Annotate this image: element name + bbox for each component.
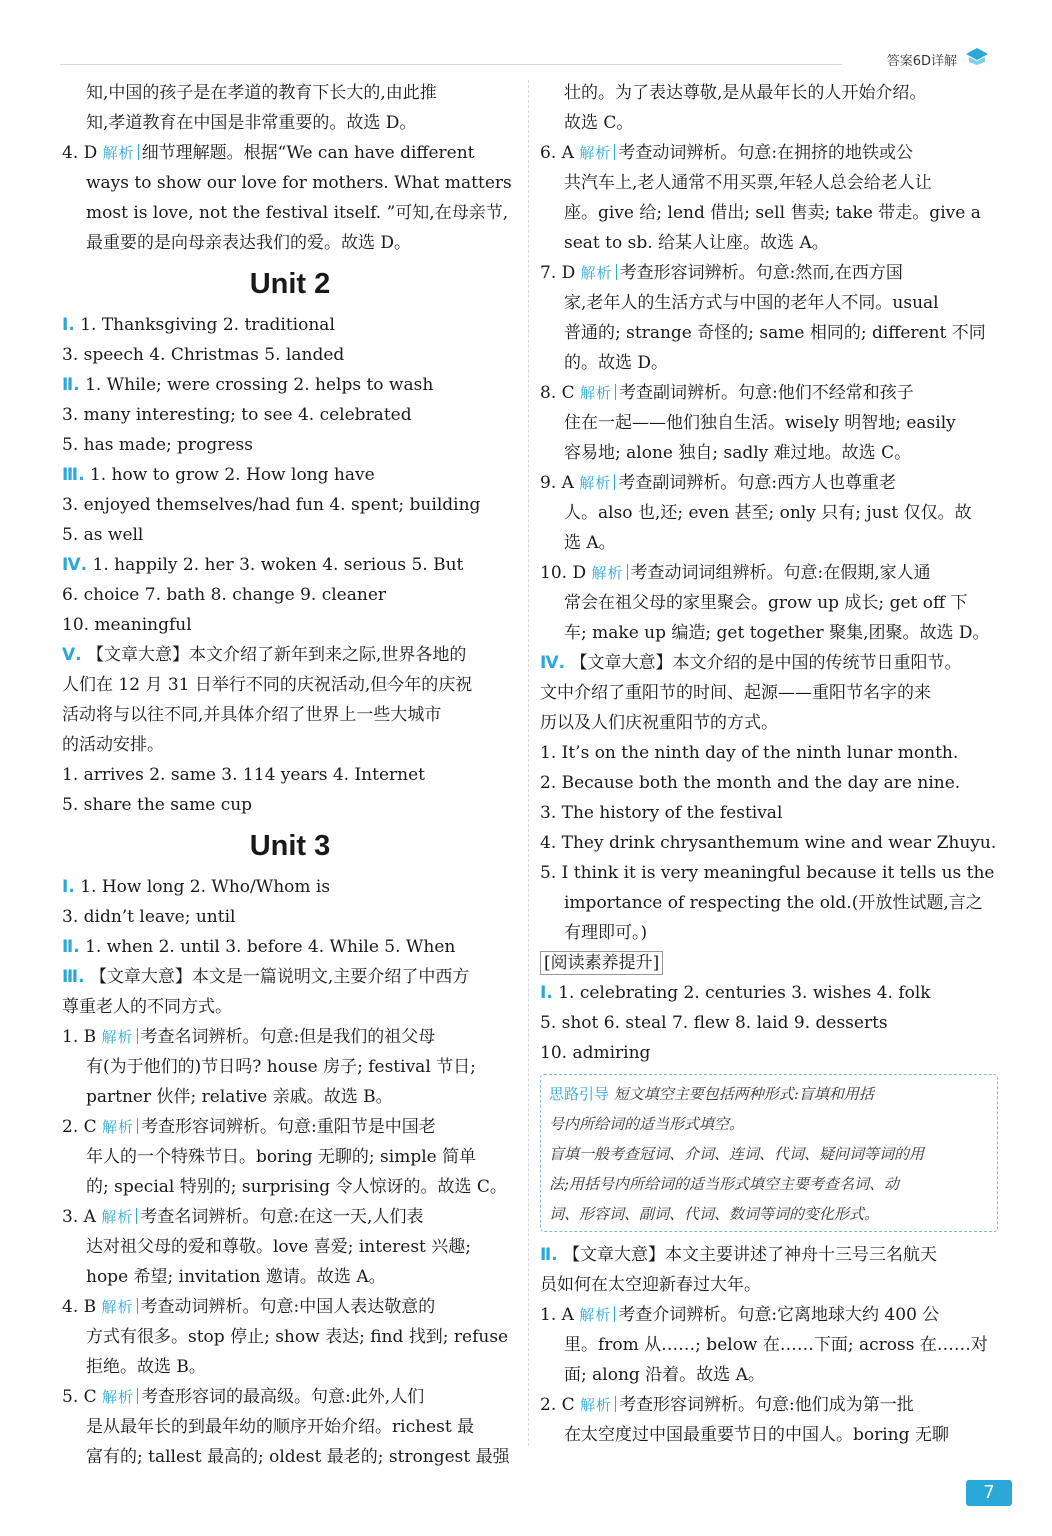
line-text: 的; special 特别的; surprising 令人惊讶的。故选 C。 — [86, 1177, 507, 1197]
answer-line — [540, 618, 998, 648]
line-text: 容易地; alone 独自; sadly 难过地。故选 C。 — [564, 443, 912, 463]
answer-line — [540, 1360, 998, 1390]
line-text: 年人的一个特殊节日。boring 无聊的; simple 简单 — [86, 1147, 477, 1167]
answer-line — [540, 288, 998, 318]
section-heading — [540, 948, 998, 978]
answer-line — [62, 78, 518, 108]
line-text: 3. many interesting; to see 4. celebrated — [62, 405, 412, 425]
line-text: 是从最年长的到最年幼的顺序开始介绍。richest 最 — [86, 1417, 475, 1437]
roman-numeral: Ⅱ. — [540, 1245, 558, 1265]
line-text: 方式有很多。stop 停止; show 表达; find 找到; refuse — [86, 1327, 509, 1347]
line-text: 1. How long 2. Who/Whom is — [80, 877, 331, 897]
line-text: 文中介绍了重阳节的时间、起源——重阳节名字的来 — [540, 683, 931, 703]
tip-label: 思路引导 — [549, 1085, 610, 1103]
line-text: 1. arrives 2. same 3. 114 years 4. Internet — [62, 765, 425, 785]
line-text: 住在一起——他们独自生活。wisely 明智地; easily — [564, 413, 956, 433]
answer-line — [62, 992, 518, 1022]
answer-line — [540, 318, 998, 348]
line-text: 1. how to grow 2. How long have — [89, 465, 375, 485]
answer-line — [540, 228, 998, 258]
analysis-tag: 解析 — [102, 1118, 141, 1136]
tip-line — [549, 1109, 989, 1139]
page-header — [60, 28, 1012, 78]
answer-line — [62, 198, 518, 228]
line-text: 5. share the same cup — [62, 795, 253, 815]
answer-line — [540, 1420, 998, 1450]
answer-number: 4. B — [62, 1297, 97, 1317]
answer-number: 5. C — [62, 1387, 97, 1407]
line-text: 普通的; strange 奇怪的; same 相同的; different 不同 — [564, 323, 986, 343]
answer-line — [540, 1390, 998, 1420]
answer-line — [540, 498, 998, 528]
line-text: 家,老年人的生活方式与中国的老年人不同。usual — [564, 293, 939, 313]
line-text: 考查动词词组辨析。句意:在假期,家人通 — [630, 563, 931, 583]
answer-line — [62, 640, 518, 670]
answer-line — [62, 760, 518, 790]
roman-numeral: Ⅲ. — [62, 967, 85, 987]
answer-line — [62, 1352, 518, 1382]
answer-line — [62, 138, 518, 168]
line-text: ways to show our love for mothers. What matters — [86, 173, 512, 193]
answer-line — [62, 1442, 518, 1472]
answer-line — [540, 438, 998, 468]
right-column — [540, 78, 998, 1450]
answer-line — [62, 310, 518, 340]
answer-line — [62, 902, 518, 932]
unit-heading: Unit 2 — [249, 268, 331, 300]
line-text: 【文章大意】本文主要讲述了神舟十三号三名航天 — [563, 1245, 938, 1265]
line-text: 5. has made; progress — [62, 435, 253, 455]
answer-line — [540, 408, 998, 438]
line-text: 5. as well — [62, 525, 144, 545]
line-text: 1. Thanksgiving 2. traditional — [80, 315, 335, 335]
answer-line — [62, 580, 518, 610]
answer-line — [540, 1330, 998, 1360]
line-text: 人。also 也,还; even 甚至; only 只有; just 仅仅。故 — [564, 503, 972, 523]
answer-line — [540, 258, 998, 288]
roman-numeral: Ⅰ. — [62, 315, 75, 335]
tip-text: 短文填空主要包括两种形式:盲填和用括 — [613, 1085, 874, 1103]
answer-line — [540, 588, 998, 618]
line-text: 里。from 从……; below 在……下面; across 在……对 — [564, 1335, 988, 1355]
line-text: partner 伙伴; relative 亲戚。故选 B。 — [86, 1087, 393, 1107]
line-text: 【文章大意】本文介绍了新年到来之际,世界各地的 — [87, 645, 467, 665]
answer-line — [62, 1172, 518, 1202]
tip-text: 词、形容词、副词、代词、数词等词的变化形式。 — [549, 1205, 880, 1223]
roman-numeral: Ⅰ. — [540, 983, 553, 1003]
answer-line — [62, 340, 518, 370]
line-text: 考查形容词辨析。句意:重阳节是中国老 — [141, 1117, 436, 1137]
line-text: 考查名词辨析。句意:在这一天,人们表 — [140, 1207, 424, 1227]
analysis-tag: 解析 — [103, 144, 142, 162]
analysis-tag: 解析 — [580, 384, 619, 402]
answer-line — [62, 430, 518, 460]
answer-line — [540, 768, 998, 798]
answer-line — [62, 1412, 518, 1442]
answer-line — [62, 550, 518, 580]
line-text: 富有的; tallest 最高的; oldest 最老的; strongest 最强 — [86, 1447, 510, 1467]
answer-line — [540, 378, 998, 408]
answer-line — [62, 1322, 518, 1352]
answer-line — [62, 1052, 518, 1082]
answer-line — [540, 858, 998, 888]
tip-line — [549, 1139, 989, 1169]
header-title: 答案6D详解 — [886, 54, 957, 69]
line-text: 历以及人们庆祝重阳节的方式。 — [540, 713, 778, 733]
line-text: 6. choice 7. bath 8. change 9. cleaner — [62, 585, 387, 605]
roman-numeral: Ⅲ. — [62, 465, 85, 485]
analysis-tag: 解析 — [101, 1208, 140, 1226]
line-text: 的。故选 D。 — [564, 353, 669, 373]
answer-line — [62, 670, 518, 700]
roman-numeral: Ⅱ. — [62, 375, 80, 395]
line-text: 有(为于他们的)节日吗? house 房子; festival 节日; — [86, 1057, 476, 1077]
line-text: 考查形容词的最高级。句意:此外,人们 — [141, 1387, 425, 1407]
line-text: 10. meaningful — [62, 615, 192, 635]
answer-line — [540, 1240, 998, 1270]
answer-line — [540, 198, 998, 228]
answer-line — [62, 1292, 518, 1322]
answer-line — [540, 1038, 998, 1068]
line-text: 4. They drink chrysanthemum wine and wear Zhuyu. — [540, 833, 997, 853]
line-text: 3. didn’t leave; until — [62, 907, 236, 927]
answer-line — [540, 348, 998, 378]
answer-line — [540, 528, 998, 558]
line-text: 员如何在太空迎新春过大年。 — [540, 1275, 761, 1295]
line-text: 考查副词辨析。句意:西方人也尊重老 — [618, 473, 897, 493]
answer-number: 1. B — [62, 1027, 97, 1047]
line-text: most is love, not the festival itself. ”可知,在母亲节, — [86, 203, 509, 223]
line-text: 【文章大意】本文介绍的是中国的传统节日重阳节。 — [570, 653, 962, 673]
analysis-tag: 解析 — [102, 1028, 141, 1046]
line-text: 壮的。为了表达尊敬,是从最年长的人开始介绍。 — [564, 83, 927, 103]
answer-line — [540, 78, 998, 108]
answer-line — [62, 1382, 518, 1412]
line-text: 选 A。 — [564, 533, 616, 553]
answer-number: 10. D — [540, 563, 587, 583]
answer-line — [540, 468, 998, 498]
tip-text: 法;用括号内所给词的适当形式填空主要考查名词、动 — [549, 1175, 900, 1193]
line-text: 座。give 给; lend 借出; sell 售卖; take 带走。give a — [564, 203, 981, 223]
line-text: seat to sb. 给某人让座。故选 A。 — [564, 233, 829, 253]
answer-line — [540, 108, 998, 138]
line-text: 2. Because both the month and the day are nine. — [540, 773, 961, 793]
line-text: 人们在 12 月 31 日举行不同的庆祝活动,但今年的庆祝 — [62, 675, 473, 695]
answer-line — [540, 138, 998, 168]
line-text: 3. The history of the festival — [540, 803, 783, 823]
answer-line — [540, 1300, 998, 1330]
answer-line — [62, 962, 518, 992]
line-text: 考查动词辨析。句意:在拥挤的地铁或公 — [618, 143, 914, 163]
analysis-tag: 解析 — [580, 1396, 619, 1414]
answer-line — [540, 168, 998, 198]
answer-line — [62, 790, 518, 820]
answer-line — [62, 700, 518, 730]
roman-numeral: Ⅰ. — [62, 877, 75, 897]
tip-text: 盲填一般考查冠词、介词、连词、代词、疑问词等词的用 — [549, 1145, 925, 1163]
answer-line — [62, 168, 518, 198]
answer-line — [62, 610, 518, 640]
tip-line — [549, 1079, 989, 1109]
line-text: 最重要的是向母亲表达我们的爱。故选 D。 — [86, 233, 412, 253]
line-text: 考查形容词辨析。句意:他们成为第一批 — [619, 1395, 914, 1415]
line-text: 在太空度过中国最重要节日的中国人。boring 无聊 — [564, 1425, 949, 1445]
answer-line — [540, 648, 998, 678]
line-text: 车; make up 编造; get together 聚集,团聚。故选 D。 — [564, 623, 990, 643]
answer-line — [540, 678, 998, 708]
line-text: 1. happily 2. her 3. woken 4. serious 5. But — [92, 555, 464, 575]
answer-line — [62, 932, 518, 962]
analysis-tag: 解析 — [581, 264, 620, 282]
answer-number: 8. C — [540, 383, 575, 403]
answer-line — [62, 370, 518, 400]
analysis-tag: 解析 — [579, 474, 618, 492]
line-text: 有理即可。) — [564, 923, 648, 943]
line-text: 考查副词辨析。句意:他们不经常和孩子 — [619, 383, 914, 403]
line-text: 共汽车上,老人通常不用买票,年轻人总会给老人让 — [564, 173, 932, 193]
answer-line — [62, 1262, 518, 1292]
answer-line — [540, 828, 998, 858]
roman-numeral: Ⅳ. — [62, 555, 88, 575]
line-text: 【文章大意】本文是一篇说明文,主要介绍了中西方 — [89, 967, 470, 987]
line-text: 考查介词辨析。句意:它离地球大约 400 公 — [618, 1305, 940, 1325]
tip-line — [549, 1199, 989, 1229]
line-text: 达对祖父母的爱和尊敬。love 喜爱; interest 兴趣; — [86, 1237, 472, 1257]
answer-number: 6. A — [540, 143, 574, 163]
line-text: 故选 C。 — [564, 113, 634, 133]
line-text: importance of respecting the old.(开放性试题,言之 — [564, 893, 983, 913]
analysis-tag: 解析 — [591, 564, 630, 582]
answer-line — [62, 730, 518, 760]
answer-number: 1. A — [540, 1305, 574, 1325]
line-text: 拒绝。故选 B。 — [86, 1357, 206, 1377]
answer-line — [62, 228, 518, 258]
answer-number: 4. D — [62, 143, 98, 163]
section-label: [阅读素养提升] — [540, 951, 663, 975]
analysis-tag: 解析 — [102, 1298, 141, 1316]
line-text: 1. when 2. until 3. before 4. While 5. When — [85, 937, 456, 957]
book-logo-icon — [964, 46, 990, 66]
answer-line — [62, 1022, 518, 1052]
line-text: 面; along 沿着。故选 A。 — [564, 1365, 765, 1385]
answer-line — [62, 1232, 518, 1262]
answer-number: 2. C — [540, 1395, 575, 1415]
page-number: 7 — [966, 1480, 1012, 1506]
answer-line — [540, 558, 998, 588]
line-text: 考查名词辨析。句意:但是我们的祖父母 — [140, 1027, 436, 1047]
answer-number: 7. D — [540, 263, 576, 283]
line-text: hope 希望; invitation 邀请。故选 A。 — [86, 1267, 386, 1287]
answer-line — [62, 400, 518, 430]
line-text: 3. enjoyed themselves/had fun 4. spent; building — [62, 495, 481, 515]
line-text: 10. admiring — [540, 1043, 651, 1063]
line-text: 尊重老人的不同方式。 — [62, 997, 232, 1017]
line-text: 1. celebrating 2. centuries 3. wishes 4. folk — [558, 983, 931, 1003]
line-text: 考查形容词辨析。句意:然而,在西方国 — [619, 263, 903, 283]
line-text: 知,中国的孩子是在孝道的教育下长大的,由此推 — [86, 83, 437, 103]
answer-line — [62, 520, 518, 550]
header-rule — [60, 64, 842, 65]
unit-heading: Unit 3 — [249, 830, 331, 862]
answer-line — [540, 708, 998, 738]
analysis-tag: 解析 — [579, 1306, 618, 1324]
line-text: 知,孝道教育在中国是非常重要的。故选 D。 — [86, 113, 417, 133]
line-text: 5. I think it is very meaningful because it tells us the — [540, 863, 995, 883]
tip-text: 号内所给词的适当形式填空。 — [549, 1115, 745, 1133]
line-text: 1. It’s on the ninth day of the ninth lunar month. — [540, 743, 959, 763]
line-text: 活动将与以往不同,并具体介绍了世界上一些大城市 — [62, 705, 442, 725]
answer-line — [540, 1270, 998, 1300]
column-divider — [528, 80, 529, 1446]
answer-line — [62, 108, 518, 138]
line-text: 考查动词辨析。句意:中国人表达敬意的 — [140, 1297, 436, 1317]
analysis-tag: 解析 — [579, 144, 618, 162]
answer-line — [540, 1008, 998, 1038]
answer-line — [62, 1142, 518, 1172]
answer-number: 9. A — [540, 473, 574, 493]
answer-number: 2. C — [62, 1117, 97, 1137]
line-text: 3. speech 4. Christmas 5. landed — [62, 345, 345, 365]
line-text: 1. While; were crossing 2. helps to wash — [85, 375, 434, 395]
answer-number: 3. A — [62, 1207, 96, 1227]
answer-line — [62, 872, 518, 902]
left-column — [62, 78, 518, 1472]
answer-line — [540, 918, 998, 948]
answer-line — [540, 888, 998, 918]
roman-numeral: Ⅴ. — [62, 645, 82, 665]
answer-line — [540, 798, 998, 828]
tip-line — [549, 1169, 989, 1199]
analysis-tag: 解析 — [102, 1388, 141, 1406]
answer-line — [62, 490, 518, 520]
line-text: 的活动安排。 — [62, 735, 164, 755]
answer-line — [540, 738, 998, 768]
answer-line — [62, 460, 518, 490]
answer-line — [540, 978, 998, 1008]
tip-box — [540, 1074, 998, 1232]
line-text: 5. shot 6. steal 7. flew 8. laid 9. desserts — [540, 1013, 888, 1033]
roman-numeral: Ⅳ. — [540, 653, 566, 673]
answer-line — [62, 1082, 518, 1112]
roman-numeral: Ⅱ. — [62, 937, 80, 957]
answer-line — [62, 1202, 518, 1232]
line-text: 细节理解题。根据“We can have different — [141, 143, 475, 163]
answer-line — [62, 1112, 518, 1142]
line-text: 常会在祖父母的家里聚会。grow up 成长; get off 下 — [564, 593, 968, 613]
